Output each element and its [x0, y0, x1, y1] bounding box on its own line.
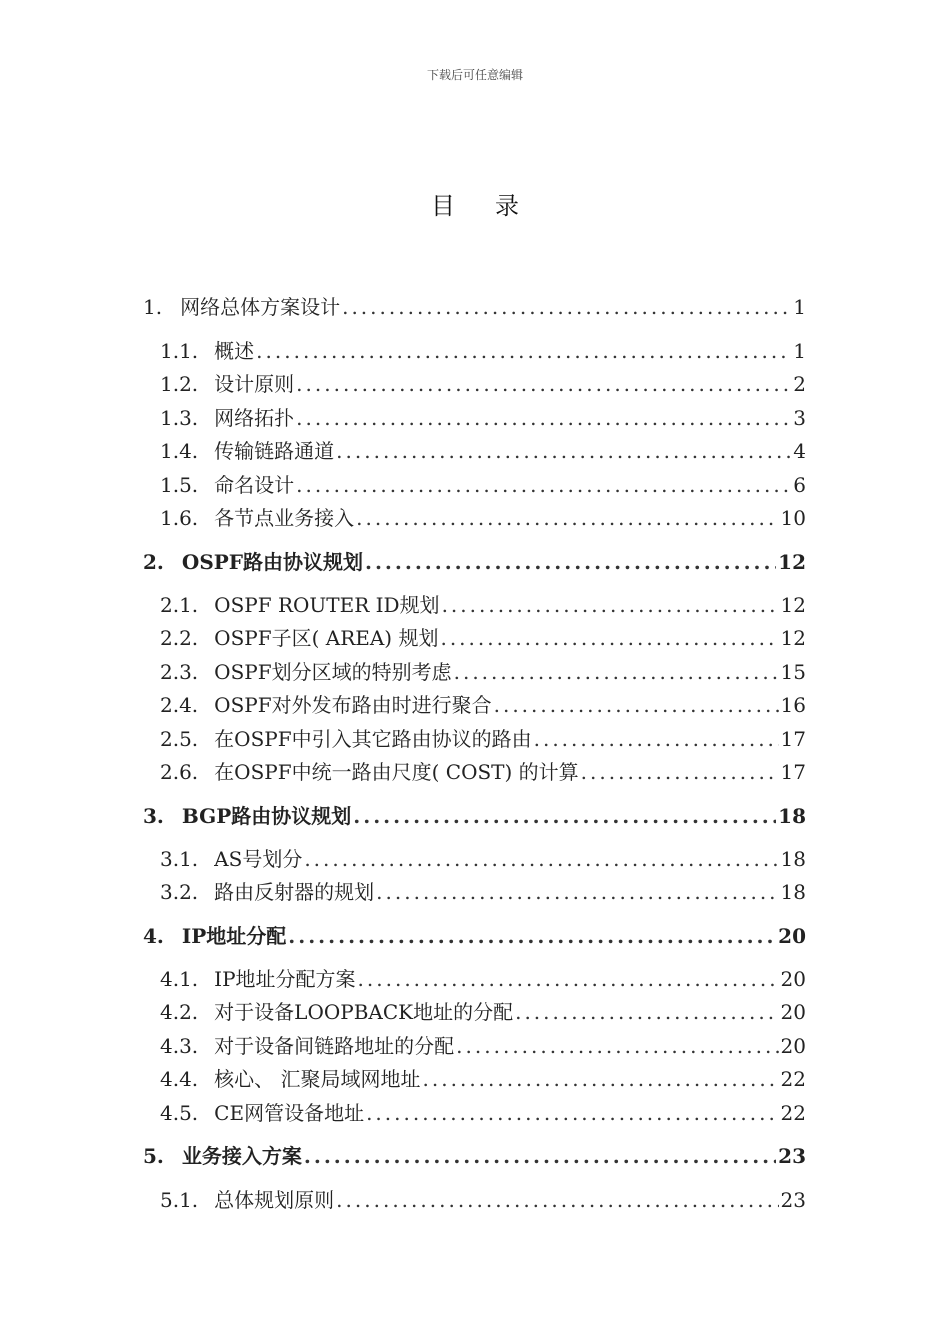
toc-entry-title: 在OSPF中统一路由尺度( COST) 的计算: [214, 760, 579, 784]
toc-entry[interactable]: [160, 1185, 806, 1215]
toc-entry-title: 传输链路通道: [214, 439, 335, 463]
toc-entry-page: 10: [780, 506, 806, 530]
page-title: 目录: [431, 192, 559, 220]
toc-entry-page: 12: [780, 626, 806, 650]
toc-entry[interactable]: [160, 590, 806, 620]
toc-entry-title: CE网管设备地址: [214, 1101, 365, 1125]
toc-dot-leader: [342, 292, 791, 322]
toc-entry-number: 1.: [143, 295, 163, 319]
toc-entry[interactable]: [160, 336, 806, 366]
toc-dot-leader: [515, 997, 778, 1027]
toc-entry-number: 2.5.: [160, 727, 199, 751]
toc-entry-page: 20: [778, 924, 806, 948]
toc-entry[interactable]: [160, 657, 806, 687]
toc-entry-title: 网络总体方案设计: [180, 295, 341, 319]
toc-entry-title: 对于设备LOOPBACK地址的分配: [214, 1000, 514, 1024]
toc-entry[interactable]: [160, 403, 806, 433]
page-header: 下载后可任意编辑: [426, 68, 523, 82]
toc-entry-number: 1.2.: [160, 372, 199, 396]
toc-entry[interactable]: [160, 997, 806, 1027]
toc-entry-page: 4: [793, 439, 806, 463]
toc-entry-title: 命名设计: [214, 473, 295, 497]
toc-entry-number: 4.3.: [160, 1034, 199, 1058]
toc-entry-page: 6: [793, 473, 806, 497]
toc-dot-leader: [442, 590, 779, 620]
toc-dot-leader: [494, 690, 779, 720]
toc-entry-page: 23: [780, 1188, 806, 1212]
toc-dot-leader: [358, 964, 779, 994]
toc-entry-title: IP地址分配: [181, 924, 287, 948]
toc-entry-title: OSPF划分区域的特别考虑: [214, 660, 452, 684]
toc-entry-title: 路由反射器的规划: [214, 880, 375, 904]
toc-entry[interactable]: [160, 964, 806, 994]
toc-entry-number: 3.2.: [160, 880, 199, 904]
toc-entry[interactable]: [160, 844, 806, 874]
toc-entry[interactable]: [143, 801, 806, 831]
toc-entry-number: 5.: [143, 1144, 164, 1168]
toc-entry-title: 总体规划原则: [214, 1188, 335, 1212]
toc-entry-page: 23: [778, 1144, 806, 1168]
toc-dot-leader: [423, 1064, 779, 1094]
toc-entry-number: 2.3.: [160, 660, 199, 684]
toc-dot-leader: [581, 757, 779, 787]
toc-dot-leader: [304, 1141, 776, 1171]
toc-entry-number: 2.1.: [160, 593, 199, 617]
toc-entry-number: 1.4.: [160, 439, 199, 463]
toc-entry-page: 15: [780, 660, 806, 684]
toc-entry-title: OSPF ROUTER ID规划: [214, 593, 440, 617]
toc-entry-page: 18: [780, 847, 806, 871]
toc-entry-title: 概述: [214, 339, 255, 363]
toc-entry-number: 2.4.: [160, 693, 199, 717]
toc-entry-title: 对于设备间链路地址的分配: [214, 1034, 455, 1058]
toc-entry-page: 16: [780, 693, 806, 717]
toc-entry-page: 20: [780, 1034, 806, 1058]
toc-entry[interactable]: [160, 1098, 806, 1128]
toc-dot-leader: [440, 623, 778, 653]
toc-entry-number: 1.3.: [160, 406, 199, 430]
toc-dot-leader: [296, 369, 791, 399]
toc-entry-number: 2.2.: [160, 626, 199, 650]
toc-entry-title: OSPF路由协议规划: [181, 550, 363, 574]
toc-dot-leader: [256, 336, 791, 366]
toc-dot-leader: [296, 470, 791, 500]
toc-entry-page: 22: [780, 1101, 806, 1125]
toc-entry-number: 4.: [143, 924, 164, 948]
toc-entry-title: OSPF子区( AREA) 规划: [214, 626, 439, 650]
toc-entry-number: 2.: [143, 550, 164, 574]
toc-entry[interactable]: [160, 436, 806, 466]
toc-entry[interactable]: [143, 921, 806, 951]
toc-entry-title: BGP路由协议规划: [181, 804, 352, 828]
toc-dot-leader: [336, 1185, 778, 1215]
toc-entry-page: 1: [793, 295, 806, 319]
toc-entry[interactable]: [160, 757, 806, 787]
toc-entry-page: 20: [780, 967, 806, 991]
toc-dot-leader: [456, 1031, 778, 1061]
toc-entry-number: 4.1.: [160, 967, 199, 991]
toc-entry-page: 17: [780, 760, 806, 784]
toc-dot-leader: [365, 547, 776, 577]
toc-entry[interactable]: [160, 503, 806, 533]
toc-entry[interactable]: [160, 470, 806, 500]
toc-entry-number: 4.2.: [160, 1000, 199, 1024]
toc-entry-page: 12: [780, 593, 806, 617]
toc-dot-leader: [353, 801, 776, 831]
toc-entry-number: 4.5.: [160, 1101, 199, 1125]
toc-entry-number: 2.6.: [160, 760, 199, 784]
toc-dot-leader: [288, 921, 776, 951]
toc-dot-leader: [336, 436, 791, 466]
toc-entry[interactable]: [160, 1031, 806, 1061]
toc-entry-number: 5.1.: [160, 1188, 199, 1212]
toc-dot-leader: [534, 724, 779, 754]
toc-entry-title: OSPF对外发布路由时进行聚合: [214, 693, 492, 717]
toc-entry[interactable]: [160, 690, 806, 720]
toc-dot-leader: [454, 657, 779, 687]
toc-entry[interactable]: [160, 1064, 806, 1094]
toc-entry-title: 网络拓扑: [214, 406, 295, 430]
toc-entry-number: 4.4.: [160, 1067, 199, 1091]
toc-entry[interactable]: [143, 292, 806, 322]
toc-entry-number: 1.1.: [160, 339, 199, 363]
toc-entry-number: 3.1.: [160, 847, 199, 871]
toc-entry-page: 1: [793, 339, 806, 363]
toc-entry-number: 1.6.: [160, 506, 199, 530]
toc-entry[interactable]: [160, 724, 806, 754]
toc-entry-page: 12: [778, 550, 806, 574]
toc-entry-page: 18: [780, 880, 806, 904]
toc-dot-leader: [304, 844, 778, 874]
toc-entry-title: IP地址分配方案: [214, 967, 356, 991]
toc-dot-leader: [296, 403, 791, 433]
toc-entry-title: 设计原则: [214, 372, 295, 396]
toc-dot-leader: [366, 1098, 778, 1128]
toc-entry-title: 各节点业务接入: [214, 506, 355, 530]
toc-entry-title: 业务接入方案: [181, 1144, 302, 1168]
toc-entry[interactable]: [160, 623, 806, 653]
toc-entry-page: 2: [793, 372, 806, 396]
toc-entry-title: 核心、 汇聚局域网地址: [214, 1067, 421, 1091]
toc-entry-number: 1.5.: [160, 473, 199, 497]
toc-entry[interactable]: [143, 1141, 806, 1171]
toc-entry-page: 20: [780, 1000, 806, 1024]
toc-entry[interactable]: [160, 877, 806, 907]
toc-entry-title: AS号划分: [214, 847, 303, 871]
toc-entry-page: 22: [780, 1067, 806, 1091]
toc-dot-leader: [376, 877, 778, 907]
toc-entry-page: 17: [780, 727, 806, 751]
toc-entry[interactable]: [143, 547, 806, 577]
toc-entry[interactable]: [160, 369, 806, 399]
toc-dot-leader: [356, 503, 778, 533]
toc-entry-title: 在OSPF中引入其它路由协议的路由: [214, 727, 532, 751]
toc-entry-page: 3: [793, 406, 806, 430]
toc-entry-number: 3.: [143, 804, 164, 828]
toc-entry-page: 18: [778, 804, 806, 828]
